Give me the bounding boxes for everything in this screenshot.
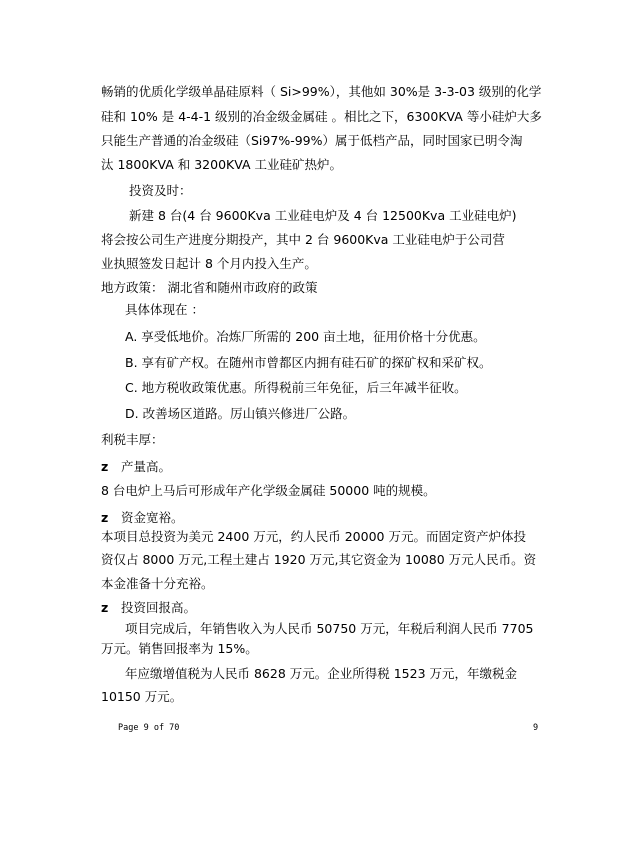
bullet-item [101, 599, 196, 617]
text-line: 将会按公司生产进度分期投产，其中 2 台 9600Kva 工业硅电炉于公司营 [101, 232, 505, 247]
text-line: 万元。销售回报率为 15%。 [101, 641, 258, 656]
text-line: 本金准备十分充裕。 [101, 576, 214, 591]
text-line: 项目完成后，年销售收入为人民币 50750 万元，年税后利润人民币 7705 [125, 621, 534, 636]
bullet-text: 产量高。 [121, 459, 172, 474]
text-line: 本项目总投资为美元 2400 万元，约人民币 20000 万元。而固定资产炉体投 [101, 529, 526, 544]
list-item: C. 地方税收政策优惠。所得税前三年免征，后三年减半征收。 [125, 380, 467, 395]
bullet-item [101, 458, 171, 476]
text-line: 8 台电炉上马后可形成年产化学级金属硅 50000 吨的规模。 [101, 483, 436, 498]
list-item: A. 享受低地价。冶炼厂所需的 200 亩土地，征用价格十分优惠。 [125, 329, 486, 344]
bullet-item [101, 509, 184, 527]
bullet-marker: z [101, 600, 109, 615]
bullet-text: 资金宽裕。 [121, 510, 184, 525]
text-line: 硅和 10% 是 4-4-1 级别的冶金级金属硅 。相比之下，6300KVA 等小硅炉大多 [101, 109, 542, 124]
text-line: 具体体现在 ： [125, 302, 204, 317]
text-line: 资仅占 8000 万元,工程土建占 1920 万元,其它资金为 10080 万元人民币。资 [101, 552, 537, 567]
list-item: B. 享有矿产权。在随州市曾都区内拥有硅石矿的探矿权和采矿权。 [125, 355, 492, 370]
bullet-text: 投资回报高。 [121, 600, 197, 615]
text-line: 10150 万元。 [101, 689, 183, 704]
text-line: 年应缴增值税为人民币 8628 万元。企业所得税 1523 万元，年缴税金 [125, 666, 518, 681]
footer-page-number: 9 [533, 723, 539, 733]
footer-page-info: Page 9 of 70 [118, 723, 180, 733]
text-line: 新建 8 台(4 台 9600Kva 工业硅电炉及 4 台 12500Kva 工业硅电炉) [129, 208, 517, 223]
section-heading: 地方政策： 湖北省和随州市政府的政策 [101, 280, 318, 295]
bullet-marker: z [101, 459, 109, 474]
section-heading: 利税丰厚： [101, 432, 164, 447]
text-line: 只能生产普通的冶金级硅（Si97%-99%）属于低档产品，同时国家已明令淘 [101, 133, 523, 148]
text-line: 畅销的优质化学级单晶硅原料（ Si>99%），其他如 30%是 3-3-03 级别的化学 [101, 84, 542, 99]
text-line: 汰 1800KVA 和 3200KVA 工业硅矿热炉。 [101, 157, 343, 172]
text-line: 业执照签发日起计 8 个月内投入生产。 [101, 256, 317, 271]
list-item: D. 改善场区道路。厉山镇兴修进厂公路。 [125, 406, 356, 421]
bullet-marker: z [101, 510, 109, 525]
section-heading: 投资及时： [129, 183, 192, 198]
